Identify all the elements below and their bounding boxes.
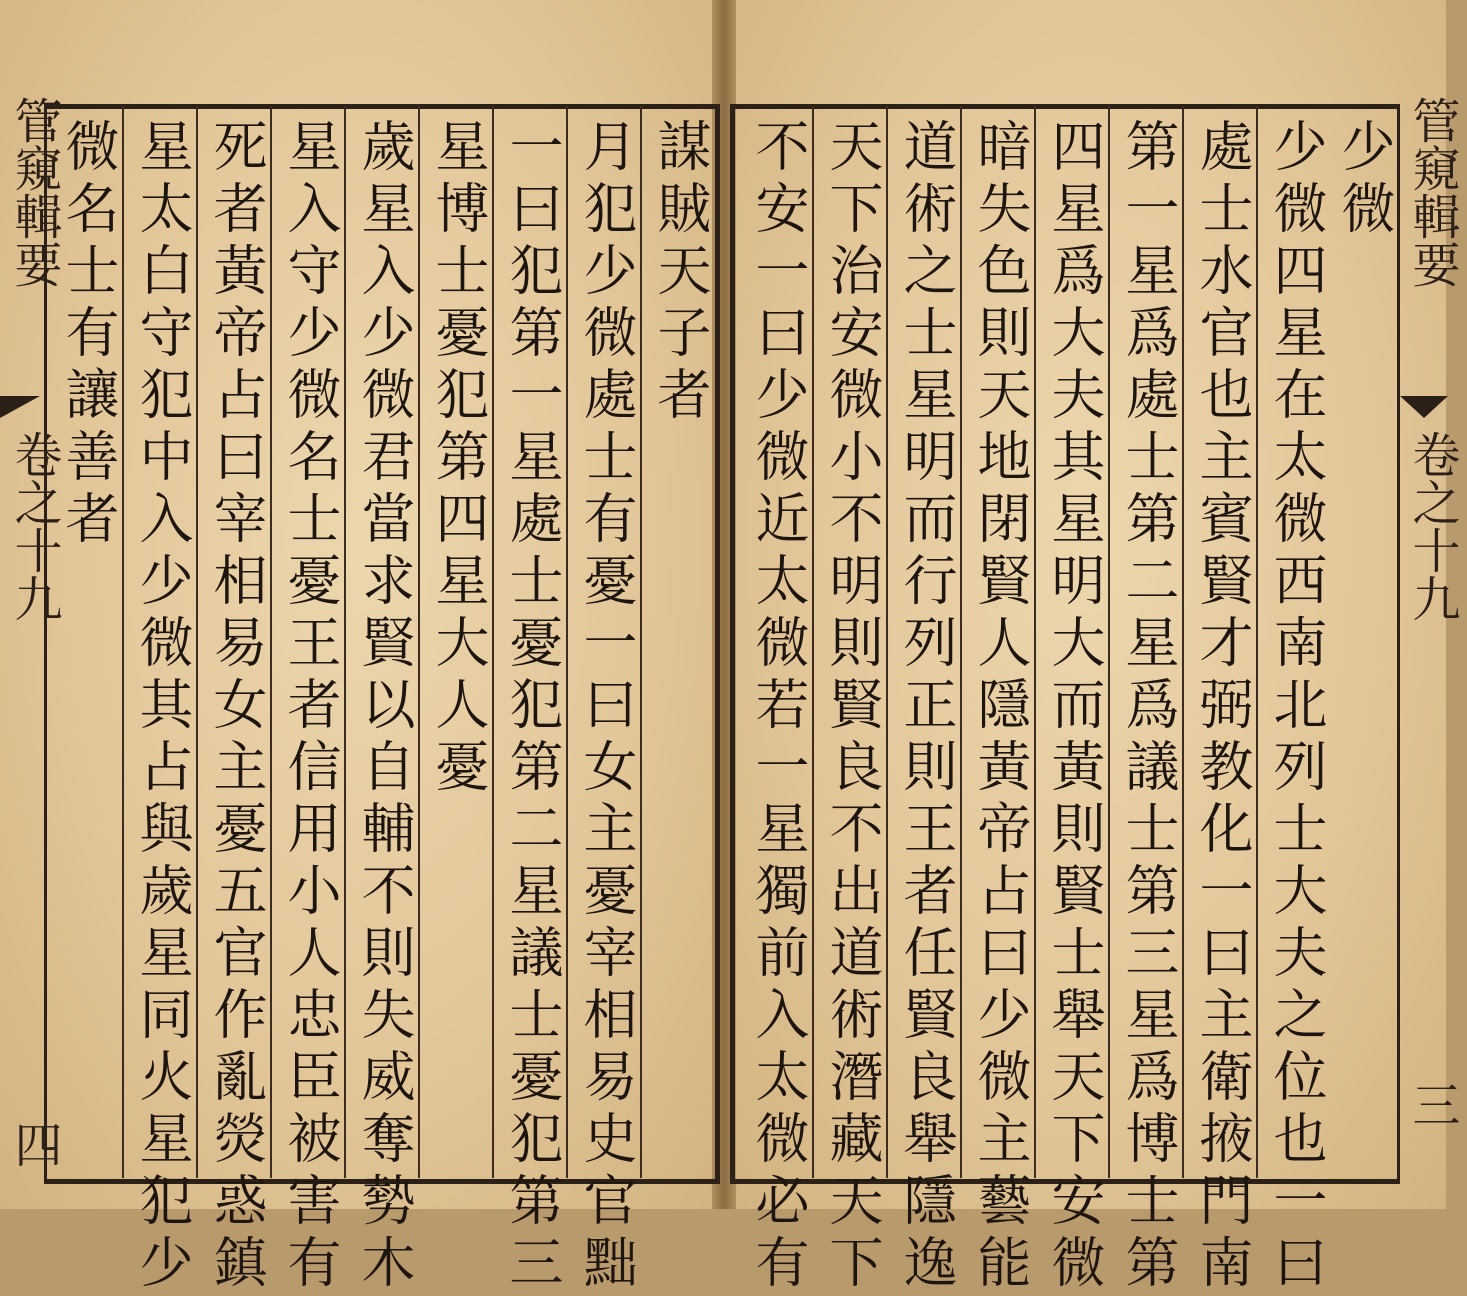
right-column-2: 少微四星在太微西南北列士大夫之位也一曰 (1265, 118, 1328, 1296)
left-column-6: 星入守少微名士憂王者信用小人忠臣被害有 (279, 118, 342, 1296)
right-column-rule (886, 106, 888, 1178)
right-column-3: 處士水官也主賓賢才弼教化一曰主衛掖門南 (1191, 118, 1254, 1296)
right-column-4: 第一星爲處士第二星爲議士第三星爲博士第 (1117, 118, 1180, 1296)
left-margin-page-number: 四 (6, 1120, 62, 1168)
right-margin-volume: 卷之十九 (1404, 430, 1460, 622)
left-column-rule (344, 106, 346, 1178)
right-column-5: 四星爲大夫其星明大而黃則賢士舉天下安微 (1043, 118, 1106, 1296)
left-column-rule (418, 106, 420, 1178)
left-fish-tail-icon (0, 396, 40, 418)
right-column-8: 天下治安微小不明則賢良不出道術潛藏天下 (821, 118, 884, 1296)
left-column-9: 微名士有讓善者 (57, 118, 120, 552)
left-margin-title: 管窺輯要 (6, 96, 62, 288)
left-column-4: 星博士憂犯第四星大人憂 (427, 118, 490, 800)
right-column-rule (812, 106, 814, 1178)
left-column-rule (640, 106, 642, 1178)
left-column-rule (566, 106, 568, 1178)
left-column-3: 一曰犯第一星處士憂犯第二星議士憂犯第三 (501, 118, 564, 1296)
right-column-rule (1034, 106, 1036, 1178)
right-column-7: 道術之士星明而行列正則王者任賢良舉隱逸 (895, 118, 958, 1296)
left-margin-volume: 卷之十九 (6, 430, 62, 622)
right-column-rule (1256, 106, 1258, 1178)
left-column-5: 歲星入少微君當求賢以自輔不則失威奪勢木 (353, 118, 416, 1296)
left-column-rule (492, 106, 494, 1178)
right-column-rule (1182, 106, 1184, 1178)
right-column-rule (1108, 106, 1110, 1178)
left-column-rule (122, 106, 124, 1178)
right-column-rule (960, 106, 962, 1178)
right-column-9: 不安一曰少微近太微若一星獨前入太微必有 (747, 118, 810, 1296)
left-column-8: 星太白守犯中入少微其占與歲星同火星犯少 (131, 118, 194, 1296)
right-column-1: 少微 (1333, 118, 1396, 242)
right-fish-tail-icon (1400, 396, 1448, 418)
right-margin-page-number: 三 (1404, 1080, 1460, 1128)
right-column-6: 暗失色則天地閉賢人隱黃帝占曰少微主藝能 (969, 118, 1032, 1296)
left-column-rule (196, 106, 198, 1178)
right-margin-title: 管窺輯要 (1404, 96, 1460, 288)
left-column-2: 月犯少微處士有憂一曰女主憂宰相易史官黜 (575, 118, 638, 1296)
left-column-7: 死者黃帝占曰宰相易女主憂五官作亂熒惑鎮 (205, 118, 268, 1296)
left-column-rule (270, 106, 272, 1178)
left-column-1: 謀賊天子者 (649, 118, 712, 428)
